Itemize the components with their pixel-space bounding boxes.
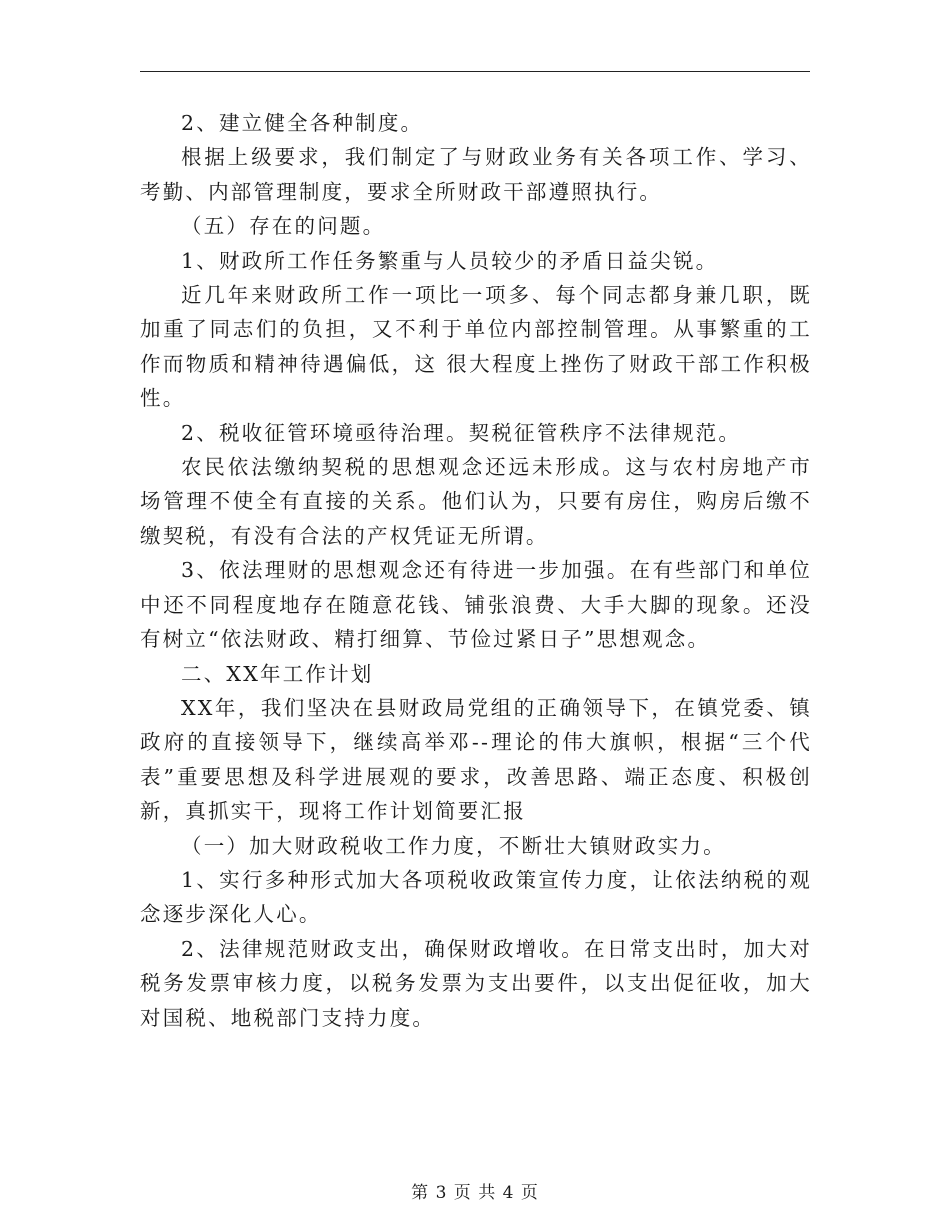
footer-prefix: 第: [411, 1183, 430, 1203]
section-heading: （一）加大财政税收工作力度，不断壮大镇财政实力。: [181, 833, 726, 858]
total-pages-number: 4: [502, 1183, 515, 1203]
section-heading: （五）存在的问题。: [181, 214, 386, 239]
footer-middle: 页 共: [453, 1183, 497, 1203]
body-text: [140, 106, 812, 1035]
paragraph: 1、财政所工作任务繁重与人员较少的矛盾日益尖锐。: [181, 248, 719, 273]
paragraph: 1、实行多种形式加大各项税收政策宣传力度，让依法纳税的观念逐步深化人心。: [140, 867, 812, 927]
current-page-number: 3: [435, 1183, 448, 1203]
paragraph: 2、法律规范财政支出，确保财政增收。在日常支出时，加大对税务发票审核力度，以税务发票为支出要件，以支出促征收，加大对国税、地税部门支持力度。: [140, 936, 812, 1030]
paragraph: 2、建立健全各种制度。: [181, 111, 424, 135]
paragraph: 3、依法理财的思想观念还有待进一步加强。在有些部门和单位中还不同程度地存在随意花钱、铺张浪费、大手大脚的现象。还没有树立“依法财政、精打细算、节俭过紧日子”思想观念。: [140, 558, 812, 652]
paragraph: 农民依法缴纳契税的思想观念还远未形成。这与农村房地产市场管理不使全有直接的关系。他们认为，只要有房住，购房后缴不缴契税，有没有合法的产权凭证无所谓。: [140, 455, 812, 548]
page-footer: [0, 1183, 950, 1203]
section-heading: 二、XX年工作计划: [181, 661, 374, 686]
paragraph: 近几年来财政所工作一项比一项多、每个同志都身兼几职，既加重了同志们的负担，又不利于单位内部控制管理。从事繁重的工作而物质和精神待遇偏低，这 很大程度上挫伤了财政干部工作积极性。: [140, 283, 812, 411]
header-rule: [140, 71, 810, 72]
paragraph: 2、税收征管环境亟待治理。契税征管秩序不法律规范。: [181, 420, 742, 445]
paragraph: XX年，我们坚决在县财政局党组的正确领导下，在镇党委、镇政府的直接领导下，继续高举邓--理论的伟大旗帜，根据“三个代表”重要思想及科学进展观的要求，改善思路、端正态度、积极创新，真抓实干，现将工作计划简要汇报: [140, 695, 812, 824]
paragraph: 根据上级要求，我们制定了与财政业务有关各项工作、学习、考勤、内部管理制度，要求全所财政干部遵照执行。: [140, 145, 812, 204]
footer-suffix: 页: [520, 1183, 539, 1203]
